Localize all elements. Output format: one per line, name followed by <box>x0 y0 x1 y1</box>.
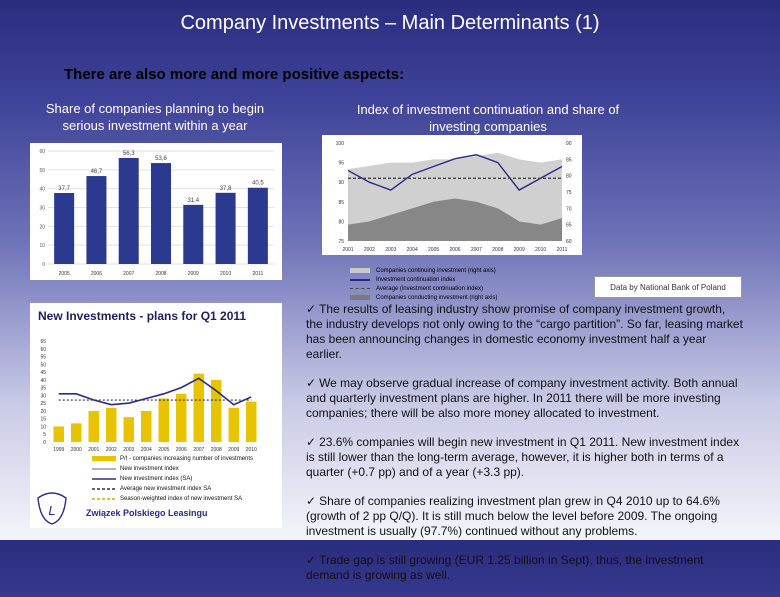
y-tick-label: 45 <box>40 370 46 377</box>
page-subtitle: There are also more and more positive aspects: <box>64 66 405 83</box>
bar <box>106 408 117 442</box>
x-tick-label: 2001 <box>88 447 100 453</box>
x-tick-label: 2011 <box>556 247 568 253</box>
legend-label: New investment index (SA) <box>120 476 193 482</box>
legend-entry <box>350 275 590 284</box>
bar-value-label: 37,7 <box>58 185 70 192</box>
bullet-list <box>306 302 744 597</box>
right-axis-tick: 60 <box>566 239 572 245</box>
checkmark-icon: ✓ <box>306 553 317 567</box>
bar <box>248 188 268 264</box>
legend-swatch <box>350 268 370 273</box>
bar <box>151 163 171 264</box>
data-source-credit: Data by National Bank of Poland <box>594 276 742 298</box>
y-tick-label: 55 <box>40 354 46 361</box>
legend-label: Companies continuing investment (right axis) <box>376 267 496 274</box>
bar-value-label: 37,8 <box>219 185 232 192</box>
right-axis-tick: 90 <box>566 141 572 147</box>
x-tick-label: 2009 <box>187 271 199 277</box>
bar-value-label: 46,7 <box>90 169 103 176</box>
x-tick-label: 2005 <box>158 447 170 453</box>
y-tick-label: 30 <box>39 205 45 212</box>
legend-label: Season-weighted index of new investment SA <box>120 496 243 502</box>
x-tick-label: 2004 <box>140 447 152 453</box>
legend-entry <box>350 266 590 275</box>
y-tick-label: 60 <box>40 346 46 353</box>
x-tick-label: 2005 <box>428 247 440 253</box>
y-tick-label: 20 <box>40 408 46 415</box>
right-axis-tick: 80 <box>566 173 572 180</box>
legend-swatch <box>350 295 370 300</box>
x-tick-label: 2001 <box>342 247 354 253</box>
legend-swatch <box>92 456 116 461</box>
bar <box>54 193 74 264</box>
right-chart-caption: Index of investment continuation and share of investing companies <box>356 102 620 134</box>
bar-value-label: 53,6 <box>155 156 167 163</box>
index-line <box>59 378 252 404</box>
legend-swatch <box>350 279 370 281</box>
y-tick-label: 0 <box>42 262 45 268</box>
y-tick-label: 50 <box>39 167 45 174</box>
new-investments-panel <box>30 303 282 528</box>
legend-entry <box>350 284 590 293</box>
x-tick-label: 2003 <box>385 247 397 253</box>
legend-label: P/I - companies increasing number of investments <box>120 456 254 462</box>
y-tick-label: 60 <box>39 149 45 155</box>
bar <box>176 394 187 442</box>
y-tick-label: 10 <box>40 424 46 431</box>
bullet-text: We may observe gradual increase of company investment activity. Both annual and quarterly investment plans are higher. In 2011 there will be more investing companies; there will be also more money allocated to investment. <box>306 376 738 420</box>
x-tick-label: 2010 <box>220 271 232 277</box>
legend-label: Investment continuation index <box>376 276 456 283</box>
legend-swatch <box>350 288 370 289</box>
x-tick-label: 2003 <box>123 447 135 453</box>
checkmark-icon: ✓ <box>306 435 317 449</box>
x-tick-label: 2011 <box>252 271 264 277</box>
x-tick-label: 2006 <box>175 447 187 453</box>
y-tick-label: 10 <box>39 243 45 250</box>
x-tick-label: 2010 <box>245 447 257 453</box>
x-tick-label: 2007 <box>470 247 482 253</box>
area-chart-svg <box>322 135 582 255</box>
x-tick-label: 2010 <box>535 247 547 253</box>
x-tick-label: 2006 <box>449 247 461 253</box>
y-tick-label: 35 <box>40 385 46 392</box>
y-tick-label: 15 <box>40 416 46 423</box>
y-tick-label: 0 <box>43 440 46 446</box>
bar-value-label: 56,3 <box>122 150 135 157</box>
bar <box>183 205 203 264</box>
bar-value-label: 40,5 <box>252 180 264 187</box>
y-tick-label: 65 <box>40 339 46 345</box>
x-tick-label: 2007 <box>123 271 135 277</box>
bullet-text: Share of companies realizing investment plan grew in Q4 2010 up to 64.6% (growth of 2 pp Q/Q). It is still much below the level before 2009. The ongoing investment is usually (97.7%) continued without any problems. <box>306 494 720 538</box>
bar-chart-svg <box>30 143 282 280</box>
bar <box>246 402 257 442</box>
y-tick-label: 25 <box>40 401 46 408</box>
x-tick-label: 2009 <box>228 447 240 453</box>
new-investments-chart <box>30 303 282 528</box>
bar-value-label: 31,4 <box>187 197 200 204</box>
bar <box>54 426 65 442</box>
x-tick-label: 2002 <box>363 247 375 253</box>
logo-letter: L <box>48 503 56 518</box>
x-tick-label: 2006 <box>90 271 102 277</box>
y-tick-label: 30 <box>40 393 46 400</box>
left-axis-tick: 85 <box>338 199 344 206</box>
left-chart-caption: Share of companies planning to begin serious investment within a year <box>45 101 265 133</box>
x-tick-label: 2002 <box>105 447 117 453</box>
left-axis-tick: 100 <box>335 141 344 147</box>
x-tick-label: 2009 <box>513 247 525 253</box>
legend-label: New investment index <box>120 466 179 472</box>
x-tick-label: 2000 <box>70 447 82 453</box>
bullet-item <box>306 376 744 421</box>
continuation-index-chart <box>322 135 582 255</box>
bullet-item <box>306 435 744 480</box>
x-tick-label: 2004 <box>406 247 418 253</box>
legend-label: Companies conducting investment (right axis) <box>376 294 498 301</box>
legend-entry <box>350 293 590 302</box>
bullet-item <box>306 553 744 583</box>
y-tick-label: 40 <box>40 377 46 384</box>
right-axis-tick: 85 <box>566 157 572 164</box>
bar <box>194 374 205 442</box>
checkmark-icon: ✓ <box>306 376 317 390</box>
y-tick-label: 50 <box>40 362 46 369</box>
x-tick-label: 2007 <box>193 447 205 453</box>
bullet-item <box>306 494 744 539</box>
bar <box>86 176 106 264</box>
x-tick-label: 2008 <box>210 447 222 453</box>
bar <box>141 411 152 442</box>
bullet-text: Trade gap is still growing (EUR 1.25 billion in Sept), thus, the investment demand is growing as well. <box>306 553 704 582</box>
y-tick-label: 40 <box>39 186 45 193</box>
x-tick-label: 2005 <box>58 271 70 277</box>
x-tick-label: 1999 <box>53 447 65 453</box>
bar <box>159 398 170 442</box>
left-axis-tick: 95 <box>338 160 344 167</box>
left-axis-tick: 80 <box>338 219 344 226</box>
checkmark-icon: ✓ <box>306 494 317 508</box>
investment-share-bar-chart <box>30 143 282 280</box>
y-tick-label: 20 <box>39 224 45 231</box>
new-investments-title: New Investments - plans for Q1 2011 <box>38 309 247 323</box>
logo-text: Związek Polskiego Leasingu <box>86 508 208 518</box>
bar <box>89 411 100 442</box>
right-axis-tick: 70 <box>566 206 572 213</box>
bar <box>216 193 236 264</box>
bullet-item <box>306 302 744 362</box>
bar <box>124 417 135 442</box>
legend-label: Average (investment continuation index) <box>376 285 483 292</box>
bar <box>229 408 240 442</box>
x-tick-label: 2008 <box>155 271 167 277</box>
left-axis-tick: 75 <box>338 239 344 245</box>
bullet-text: The results of leasing industry show promise of company investment growth, the industry develops not only owing to the “cargo partition”. So far, leasing market has been announcing changes in domestic economy investment half a year earlier. <box>306 302 743 361</box>
bar <box>211 380 222 442</box>
x-tick-label: 2008 <box>492 247 504 253</box>
bar <box>119 158 139 264</box>
legend-label: Average new investment index SA <box>120 486 212 492</box>
page-title: Company Investments – Main Determinants (1) <box>180 12 600 34</box>
bar <box>71 423 82 442</box>
left-axis-tick: 90 <box>338 180 344 187</box>
checkmark-icon: ✓ <box>306 302 317 316</box>
right-axis-tick: 65 <box>566 222 572 229</box>
bullet-text: 23.6% companies will begin new investment in Q1 2011. New investment index is still lower than the long-term average, however, it is higher both in terms of a quarter (+0.7 pp) and of a year (+3.3 pp). <box>306 435 740 479</box>
right-axis-tick: 75 <box>566 190 572 196</box>
continuation-chart-legend <box>350 266 590 302</box>
y-tick-label: 5 <box>43 432 46 439</box>
